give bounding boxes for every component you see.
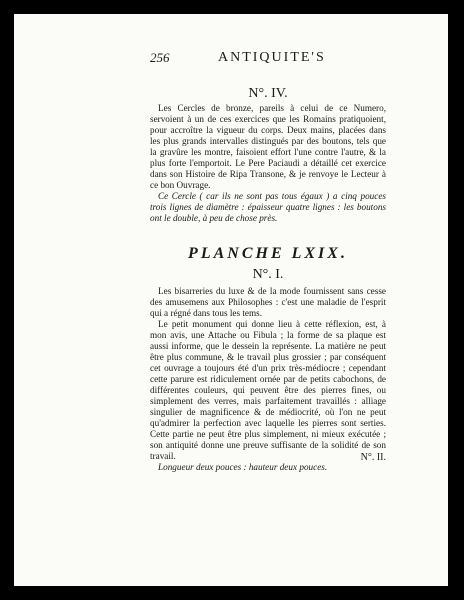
- section-iv-dimensions: Ce Cercle ( car ils ne sont pas tous égaux ) a cinq pouces trois lignes de diamètre : épaisseur quatre lignes : les boutons ont le double, à peu de chose près.: [150, 191, 386, 223]
- section-heading-i: N°. I.: [252, 267, 284, 282]
- section-iv-paragraph: Les Cercles de bronze, pareils à celui de ce Numero, servoient à un de ces exercices que les Romains pratiquoient, pour accroître la vigueur du corps. Deux mains, placées dans les plus grands intervalles distingués par des boutons, tels que la gravûre les montre, faisoient effort l'une contre l'autre, & la plus forte l'emportoit. Le Pere Paciaudi a détaillé cet exercice dans son Histoire de Ripa Transone, & je renvoye le Lecteur à ce bon Ouvrage.: [150, 103, 386, 190]
- page-number: 256: [150, 50, 170, 65]
- section-i-paragraph-2: Le petit monument qui donne lieu à cette réflexion, est, à mon avis, une Attache ou Fibula ; la forme de sa plaque est aussi informe, que le dessein la représente. La matière ne peut être plus commune, & le travail plus grossier ; par conséquent cet ouvrage a toujours été d'un prix très-médiocre ; cependant cette parure est ridiculement ornée par de petits cabochons, de différentes couleurs, qui peuvent être des pierres fines, ou simplement des verres, mais parfaitement travaillés : alliage singulier de magnificence & de médiocrité, où l'on ne peut qu'admirer la perfection avec laquelle les pierres sont serties. Cette partie ne peut être plus simplement, ni mieux exécutée ; son antiquité donne une preuve suffisante de la solidité de son travail.: [150, 319, 386, 461]
- catchword: N°. II.: [360, 452, 386, 463]
- running-title: ANTIQUITE'S: [218, 50, 326, 65]
- section-i-body: [150, 286, 386, 473]
- section-i-paragraph-1: Les bisarreries du luxe & de la mode fournissent sans cesse des amusemens aux Philosophes : c'est une maladie de l'esprit qui a régné dans tous les tems.: [150, 286, 386, 318]
- section-i-dimensions: Longueur deux pouces : hauteur deux pouces.: [158, 462, 328, 472]
- page-header: [150, 50, 450, 70]
- plate-title: PLANCHE LXIX.: [188, 245, 348, 262]
- section-iv-body: [150, 103, 386, 224]
- section-heading-iv: N°. IV.: [248, 86, 288, 101]
